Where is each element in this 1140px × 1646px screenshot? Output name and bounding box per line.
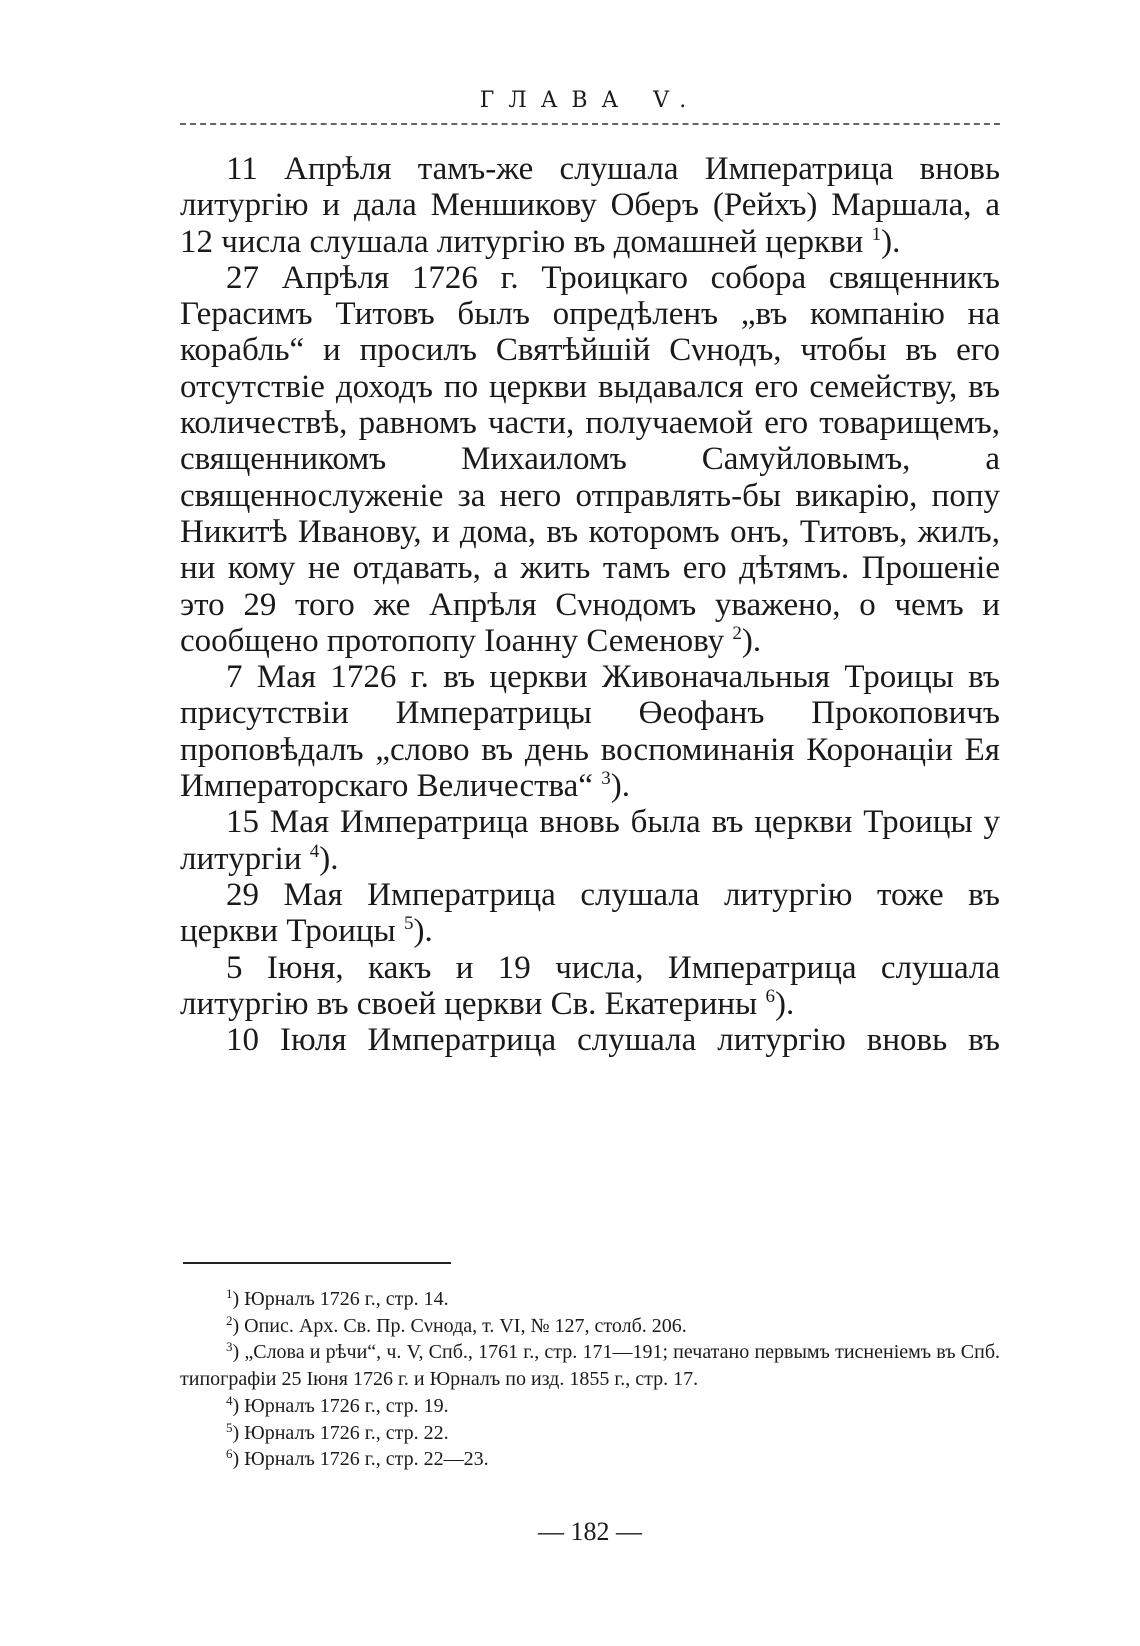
paragraph-text: 10 Іюля Императрица слушала литургію вновь въ	[226, 1022, 1000, 1059]
paragraph-text: 5 Іюня, какъ и 19 числа, Императрица слушала литургію въ своей церкви Св. Екатерины	[180, 949, 1000, 1022]
paragraph-tail: ).	[319, 840, 339, 877]
paragraph-text: 11 Апрѣля тамъ-же слушала Императрица вновь литургію и дала Меншикову Оберъ (Рейхъ) Маршала, а 12 числа слушала литургію въ домашней церкви	[180, 151, 1000, 260]
footnotes	[180, 1286, 1000, 1473]
footnote	[180, 1446, 1000, 1473]
footnote-text: ) Опис. Арх. Св. Пр. Сνнода, т. VI, № 127, столб. 206.	[232, 1314, 687, 1337]
main-text	[180, 151, 1000, 1058]
footnote-text: ) Юрналъ 1726 г., стр. 22.	[232, 1421, 449, 1444]
paragraph-tail: ).	[774, 985, 795, 1022]
paragraph	[180, 1022, 1000, 1058]
footnote-ref: 4	[309, 840, 320, 862]
footnote-mark: 1	[226, 1286, 233, 1301]
paragraph-text: 15 Мая Императрица вновь была въ церкви Троицы у литургіи	[180, 804, 1000, 877]
footnote-ref: 5	[403, 913, 414, 935]
paragraph	[180, 804, 1000, 877]
header-rule	[180, 123, 1000, 125]
footnote-mark: 3	[226, 1339, 233, 1355]
footnote-mark: 6	[226, 1446, 233, 1462]
paragraph-tail: ).	[741, 622, 762, 659]
paragraph	[180, 659, 1000, 804]
footnote-ref: 2	[732, 622, 742, 644]
page-number: — 182 —	[538, 1517, 642, 1546]
footnote-text: ) „Слова и рѣчи“, ч. V, Спб., 1761 г., стр. 171—191; печатано первымъ тисненіемъ въ Спб. типографіи 25 Іюня 1726 г. и Юрналъ по изд. 1855 г., стр. 17.	[180, 1341, 1000, 1391]
footnote-mark: 2	[226, 1312, 233, 1328]
paragraph	[180, 950, 1000, 1023]
paragraph	[180, 260, 1000, 659]
paragraph-text: 7 Мая 1726 г. въ церкви Живоначальныя Троицы въ присутствіи Императрицы Өеофанъ Прокоповичъ проповѣдалъ „слово въ день воспоминанія Коронаціи Ея Императорскаго Величества“	[180, 659, 1000, 805]
footnote-mark: 4	[226, 1392, 233, 1408]
paragraph	[180, 151, 1000, 260]
footnote	[180, 1420, 1000, 1447]
footnote-text: ) Юрналъ 1726 г., стр. 19.	[232, 1394, 449, 1417]
footnote-text: ) Юрналъ 1726 г., стр. 22—23.	[232, 1448, 489, 1471]
footnote	[180, 1339, 1000, 1392]
footnote	[180, 1286, 1000, 1313]
paragraph-tail: ).	[413, 913, 433, 950]
footnote-mark: 5	[226, 1419, 233, 1435]
footnote	[180, 1393, 1000, 1420]
running-head: ГЛАВА V.	[479, 88, 701, 113]
paragraph	[180, 877, 1000, 950]
paragraph-tail: ).	[610, 768, 630, 805]
footnote	[180, 1313, 1000, 1340]
footnote-text: ) Юрналъ 1726 г., стр. 14.	[232, 1288, 449, 1310]
footnote-ref: 1	[871, 223, 882, 245]
paragraph-text: 27 Апрѣля 1726 г. Троицкаго собора священникъ Герасимъ Титовъ былъ опредѣленъ „въ компанію на корабль“ и просилъ Святѣйшій Сνнодъ, чтобы въ его отсутствіе доходъ по церкви выдавался его семейству, въ количествѣ, равномъ части, получаемой его товарищемъ, священникомъ Михаиломъ Самуйловымъ, а священнослуженіе за него отправлять-бы викарію, попу Никитѣ Иванову, и дома, въ которомъ онъ, Титовъ, жилъ, ни кому не отдавать, а жить тамъ его дѣтямъ. Прошеніе это 29 того же Апрѣля Сνнодомъ уважено, о чемъ и сообщено протопопу Іоанну Семенову	[180, 259, 1000, 659]
paragraph-text: 29 Мая Императрица слушала литургію тоже въ церкви Троицы	[180, 876, 1000, 950]
footnote-separator	[183, 1262, 451, 1264]
footnote-ref: 6	[765, 985, 775, 1007]
paragraph-tail: ).	[881, 223, 901, 260]
footnote-ref: 3	[601, 768, 611, 790]
